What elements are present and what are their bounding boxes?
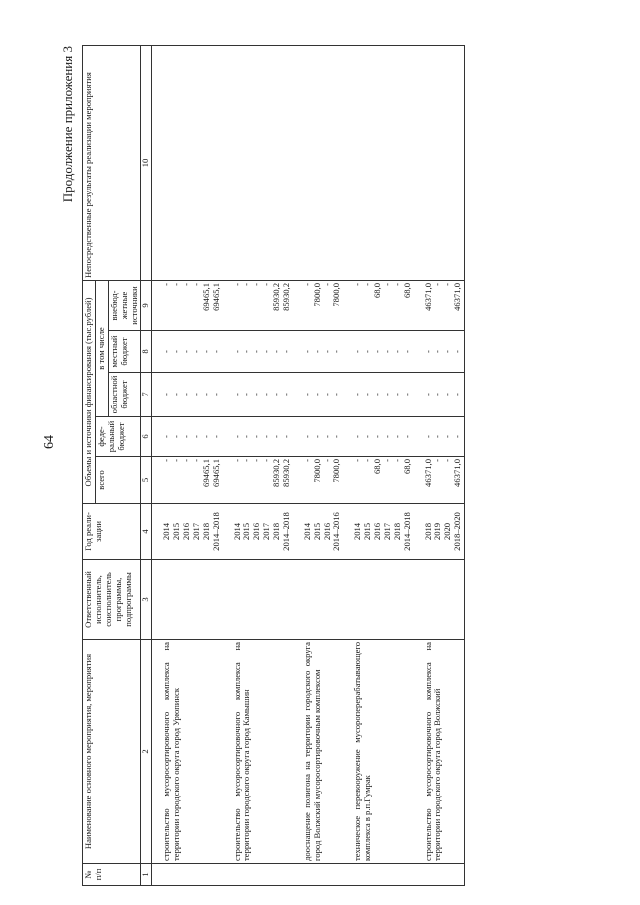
value-line: - (171, 435, 182, 438)
value-line: - (432, 393, 443, 396)
value-line: - (321, 435, 332, 438)
year-cell (223, 504, 293, 560)
value-line: - (391, 435, 402, 438)
activity-name-cell: строительство мусоросортировочного комплекса на территории городского округа город Волжский (414, 640, 465, 864)
value-line: - (251, 350, 262, 353)
col-num: 6 (141, 417, 152, 457)
total-cell (152, 457, 223, 504)
table-row (343, 45, 413, 885)
row-number-cell (152, 864, 223, 886)
value-line: - (432, 435, 443, 438)
value-line: 46371,0 (452, 282, 463, 311)
value-line: - (432, 282, 443, 286)
total-cell (414, 457, 465, 504)
col-num: 4 (141, 504, 152, 560)
value-line: - (231, 282, 242, 286)
value-line: 2016 (321, 522, 332, 541)
table-row (293, 45, 344, 885)
row-number-cell (414, 864, 465, 886)
total-cell (343, 457, 413, 504)
value-line: - (352, 393, 363, 396)
extra-cell (152, 280, 223, 330)
value-line: 2016 (251, 522, 262, 541)
value-line: - (352, 459, 363, 462)
value-line: - (161, 393, 172, 396)
federal-cell (223, 417, 293, 457)
value-line: - (190, 393, 201, 396)
value-line: 2016 (181, 522, 191, 541)
header-responsible: Ответственный исполнитель, соисполнитель программы, подпрограммы (83, 560, 141, 640)
value-line: - (452, 393, 463, 396)
financing-table (82, 45, 465, 886)
value-line: 2018 (200, 522, 211, 541)
value-line: 7800,0 (331, 282, 342, 307)
value-line: - (251, 393, 262, 396)
value-line: - (321, 459, 332, 462)
value-line: 7800,0 (311, 459, 322, 483)
value-line: - (261, 350, 272, 353)
extra-cell (414, 280, 465, 330)
extra-cell (343, 280, 413, 330)
responsible-cell (414, 560, 465, 640)
header-local: местный бюджет (108, 331, 141, 373)
value-line: 2014 (301, 522, 312, 541)
value-line: - (231, 435, 242, 438)
value-line: - (161, 435, 172, 438)
activity-name-cell: строительство мусоросортировочного комплекса на территории городского округа город Урюпинск (152, 640, 223, 864)
value-line: - (442, 435, 453, 438)
header-total: всего (95, 457, 141, 504)
value-line: - (372, 393, 382, 396)
value-line: 2016 (372, 522, 382, 541)
header-extra: внебюд-жетные источники (108, 280, 141, 330)
value-line: 68,0 (372, 282, 382, 299)
value-line: 69465,1 (200, 459, 211, 487)
extra-cell (293, 280, 344, 330)
results-cell (343, 45, 413, 280)
col-num: 7 (141, 373, 152, 417)
value-line: - (261, 282, 272, 286)
value-line: 46371,0 (422, 459, 433, 487)
value-line: - (190, 282, 201, 286)
value-line: - (311, 350, 322, 353)
col-num: 3 (141, 560, 152, 640)
value-line: - (241, 350, 252, 353)
value-line: 7800,0 (331, 459, 342, 483)
value-line: 68,0 (401, 459, 412, 475)
header-federal: феде-ральный бюджет (95, 417, 141, 457)
value-line: - (391, 282, 402, 286)
value-line: - (391, 393, 402, 396)
value-line: - (190, 350, 201, 353)
value-line: 69465,1 (200, 282, 211, 311)
value-line: - (372, 350, 382, 353)
appendix-label: Продолжение приложения 3 (60, 46, 75, 203)
value-line: - (301, 393, 312, 396)
value-line: - (381, 435, 392, 438)
value-line: - (331, 435, 342, 438)
value-line: - (331, 393, 342, 396)
value-line: 2015 (362, 522, 373, 541)
row-number-cell (223, 864, 293, 886)
value-line: - (422, 435, 433, 438)
value-line: - (381, 459, 392, 462)
value-line: - (161, 350, 172, 353)
value-line: - (261, 435, 272, 438)
value-line: 2014 (352, 522, 363, 541)
value-line: 46371,0 (422, 282, 433, 311)
col-num: 2 (141, 640, 152, 864)
row-number-cell (343, 864, 413, 886)
year-cell (152, 504, 223, 560)
value-line: - (352, 350, 363, 353)
total-cell (293, 457, 344, 504)
value-line: - (241, 459, 252, 462)
value-line: - (321, 350, 332, 353)
table-row (414, 45, 465, 885)
value-line: 2014–2016 (331, 512, 342, 551)
value-line: - (171, 282, 182, 286)
value-line: - (200, 350, 211, 353)
header-num: № п/п (83, 864, 141, 886)
value-line: - (311, 393, 322, 396)
value-line: - (422, 393, 433, 396)
local-cell (343, 331, 413, 373)
value-line: - (231, 350, 242, 353)
value-line: - (161, 282, 172, 286)
value-line: - (271, 435, 281, 438)
value-line: 2018 (391, 522, 402, 541)
value-line: - (301, 350, 312, 353)
header-name: Наименование основного мероприятия, мероприятия (83, 640, 141, 864)
results-cell (293, 45, 344, 280)
value-line: - (401, 393, 412, 396)
value-line: - (251, 459, 262, 462)
value-line: - (362, 282, 373, 286)
value-line: - (442, 350, 453, 353)
value-line: 2017 (381, 522, 392, 541)
value-line: - (181, 282, 191, 286)
value-line: - (301, 282, 312, 286)
value-line: - (422, 350, 433, 353)
total-cell (223, 457, 293, 504)
value-line: - (261, 393, 272, 396)
results-cell (414, 45, 465, 280)
value-line: - (251, 435, 262, 438)
value-line: - (301, 435, 312, 438)
value-line: - (401, 350, 412, 353)
page-number: 64 (42, 435, 57, 449)
value-line: - (391, 459, 402, 462)
value-line: - (210, 393, 221, 396)
header-incl: в том числе (95, 280, 108, 416)
value-line: - (200, 435, 211, 438)
col-num: 1 (141, 864, 152, 886)
table-row (152, 45, 223, 885)
extra-cell (223, 280, 293, 330)
value-line: - (241, 393, 252, 396)
value-line: - (271, 393, 281, 396)
header-regional: областной бюджет (108, 373, 141, 417)
value-line: 2018 (271, 522, 281, 541)
federal-cell (152, 417, 223, 457)
responsible-cell (343, 560, 413, 640)
value-line: 2018–2020 (452, 512, 463, 551)
table-body (152, 45, 465, 885)
results-cell (223, 45, 293, 280)
col-num: 5 (141, 457, 152, 504)
value-line: - (210, 435, 221, 438)
header-volumes: Объемы и источники финансирования (тыс.рублей) (83, 280, 96, 503)
value-line: 2014–2018 (280, 512, 291, 551)
value-line: - (161, 459, 172, 462)
value-line: 85930,2 (271, 282, 281, 311)
value-line: - (401, 435, 412, 438)
regional-cell (223, 373, 293, 417)
col-num: 9 (141, 280, 152, 330)
value-line: - (442, 459, 453, 462)
value-line: - (372, 435, 382, 438)
col-num: 10 (141, 45, 152, 280)
value-line: - (442, 393, 453, 396)
value-line: - (311, 435, 322, 438)
value-line: 85930,2 (280, 282, 291, 311)
activity-name-cell: техническое перевооружение мусороперерабатывающего комплекса в р.п.Гумрак (343, 640, 413, 864)
value-line: 68,0 (401, 282, 412, 299)
value-line: 85930,2 (271, 459, 281, 487)
value-line: - (181, 435, 191, 438)
header-year: Год реали-зации (83, 504, 141, 560)
value-line: - (181, 393, 191, 396)
value-line: 85930,2 (280, 459, 291, 487)
value-line: - (352, 435, 363, 438)
responsible-cell (293, 560, 344, 640)
value-line: - (280, 393, 291, 396)
value-line: - (452, 435, 463, 438)
value-line: - (452, 350, 463, 353)
col-num: 8 (141, 331, 152, 373)
value-line: 2017 (261, 522, 272, 541)
responsible-cell (152, 560, 223, 640)
value-line: - (331, 350, 342, 353)
value-line: - (190, 459, 201, 462)
value-line: - (210, 350, 221, 353)
value-line: - (231, 393, 242, 396)
value-line: - (171, 393, 182, 396)
header-results: Непосредственные результаты реализации мероприятия (83, 45, 141, 280)
value-line: 2020 (442, 522, 453, 541)
value-line: 7800,0 (311, 282, 322, 307)
year-cell (343, 504, 413, 560)
regional-cell (152, 373, 223, 417)
value-line: - (381, 350, 392, 353)
activity-name-cell: дооснащение полигона на территории городского округа город Волжский мусоросортировочным комплексом (293, 640, 344, 864)
value-line: - (190, 435, 201, 438)
year-cell (414, 504, 465, 560)
value-line: - (181, 459, 191, 462)
value-line: 2018 (422, 522, 433, 541)
value-line: - (171, 459, 182, 462)
value-line: - (442, 282, 453, 286)
value-line: - (271, 350, 281, 353)
regional-cell (343, 373, 413, 417)
value-line: - (241, 282, 252, 286)
value-line: - (251, 282, 262, 286)
row-number-cell (293, 864, 344, 886)
value-line: 69465,1 (210, 459, 221, 487)
value-line: 2014 (231, 522, 242, 541)
value-line: - (261, 459, 272, 462)
value-line: - (241, 435, 252, 438)
results-cell (152, 45, 223, 280)
value-line: 2014–2018 (210, 512, 221, 551)
value-line: 2015 (171, 522, 182, 541)
value-line: 68,0 (372, 459, 382, 475)
value-line: - (231, 459, 242, 462)
value-line: - (381, 282, 392, 286)
value-line: - (301, 459, 312, 462)
value-line: - (362, 393, 373, 396)
local-cell (223, 331, 293, 373)
value-line: - (200, 393, 211, 396)
value-line: 2015 (241, 522, 252, 541)
activity-name-cell: строительство мусоросортировочного комплекса на территории городского округа город Камышин (223, 640, 293, 864)
local-cell (152, 331, 223, 373)
federal-cell (293, 417, 344, 457)
value-line: - (362, 435, 373, 438)
value-line: - (381, 393, 392, 396)
value-line: - (171, 350, 182, 353)
federal-cell (343, 417, 413, 457)
value-line: 2017 (190, 522, 201, 541)
column-numbers-row (141, 45, 152, 885)
value-line: - (432, 459, 443, 462)
value-line: - (352, 282, 363, 286)
federal-cell (414, 417, 465, 457)
rotated-page (58, 46, 558, 886)
value-line: 2014 (161, 522, 172, 541)
regional-cell (293, 373, 344, 417)
value-line: 2015 (311, 522, 322, 541)
value-line: 69465,1 (210, 282, 221, 311)
value-line: - (181, 350, 191, 353)
value-line: 46371,0 (452, 459, 463, 487)
value-line: - (280, 350, 291, 353)
local-cell (293, 331, 344, 373)
value-line: - (321, 282, 332, 286)
value-line: 2019 (432, 522, 443, 541)
value-line: - (321, 393, 332, 396)
table-row (223, 45, 293, 885)
local-cell (414, 331, 465, 373)
value-line: 2014–2018 (401, 512, 412, 551)
year-cell (293, 504, 344, 560)
value-line: - (280, 435, 291, 438)
value-line: - (362, 350, 373, 353)
value-line: - (362, 459, 373, 462)
value-line: - (432, 350, 443, 353)
responsible-cell (223, 560, 293, 640)
value-line: - (391, 350, 402, 353)
regional-cell (414, 373, 465, 417)
